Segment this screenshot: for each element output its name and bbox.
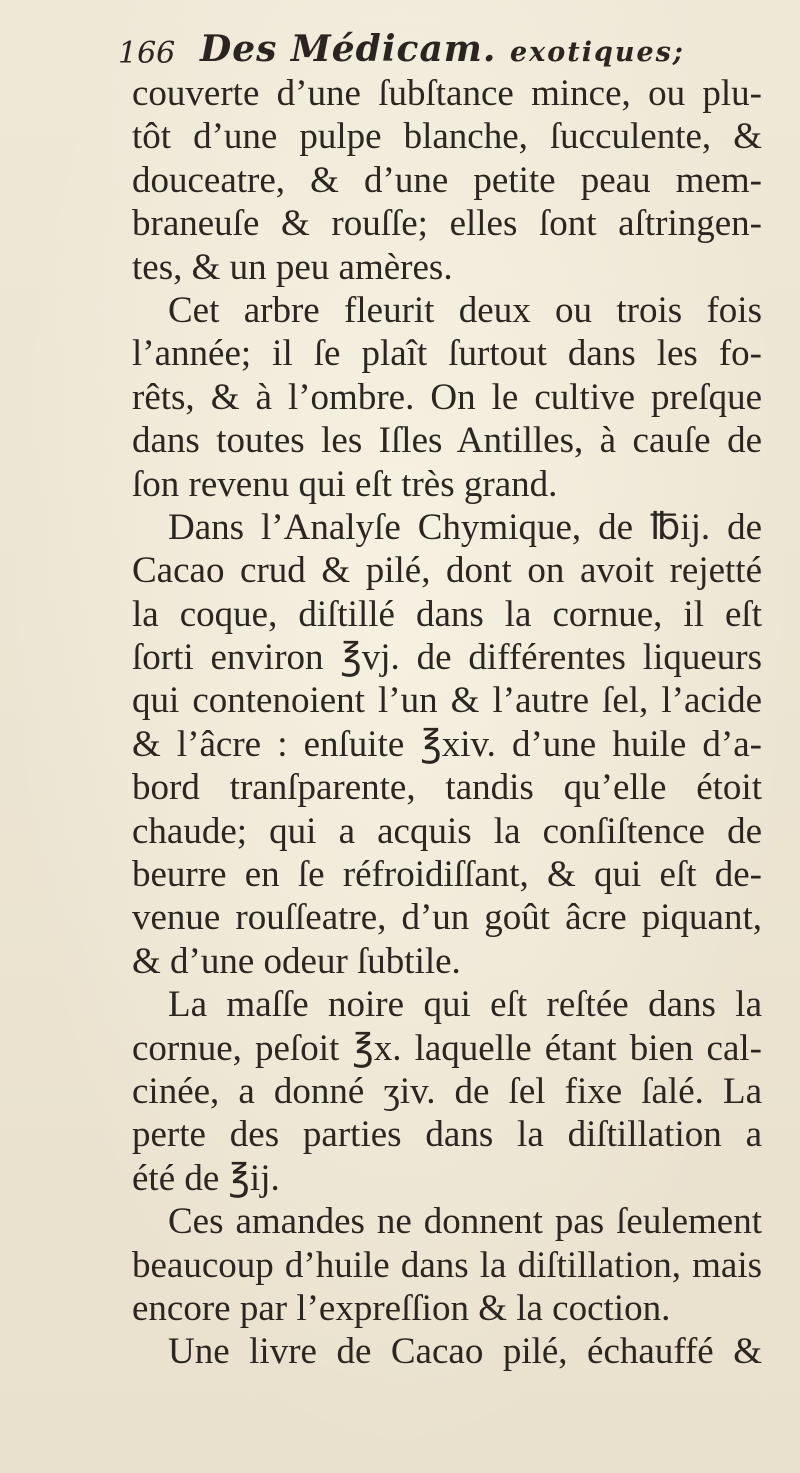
text-line: perte des parties dans la diſtillation a bbox=[132, 1114, 762, 1156]
text-line: été de ℥ij. bbox=[132, 1157, 280, 1199]
text-line: venue rouſſeatre, d’un goût âcre piquant, bbox=[132, 897, 762, 939]
text-line: qui contenoient l’un & l’autre ſel, l’acide bbox=[132, 680, 762, 722]
text-line: tes, & un peu amères. bbox=[132, 246, 453, 288]
running-head-main: Des Médicam. bbox=[200, 28, 497, 70]
text-line: Cet arbre fleurit deux ou trois fois bbox=[168, 289, 762, 331]
text-line: ſorti environ ℥vj. de différentes liqueurs bbox=[132, 637, 762, 679]
running-head bbox=[200, 28, 685, 70]
text-line: Dans l’Analyſe Chymique, de ℔ij. de bbox=[168, 506, 762, 548]
text-line: la coque, diſtillé dans la cornue, il eſt bbox=[132, 593, 762, 635]
text-line: cinée, a donné ʒiv. de ſel fixe ſalé. La bbox=[132, 1070, 762, 1112]
body-text bbox=[132, 72, 762, 1374]
text-line: beurre en ſe réfroidiſſant, & qui eſt de- bbox=[132, 854, 762, 896]
text-line: encore par l’expreſſion & la coction. bbox=[132, 1287, 671, 1329]
text-line: Cacao crud & pilé, dont on avoit rejetté bbox=[132, 550, 762, 592]
text-line: dans toutes les Iſles Antilles, à cauſe de bbox=[132, 420, 762, 462]
text-line: rêts, & à l’ombre. On le cultive preſque bbox=[132, 376, 762, 418]
text-line: ſon revenu qui eſt très grand. bbox=[132, 463, 558, 505]
running-head-small: exotiques; bbox=[509, 37, 685, 68]
text-line: cornue, peſoit ℥x. laquelle étant bien cal- bbox=[132, 1027, 762, 1069]
text-line: La maſſe noire qui eſt reſtée dans la bbox=[168, 984, 762, 1026]
page-number: 166 bbox=[118, 36, 176, 71]
text-line: douceatre, & d’une petite peau mem- bbox=[132, 159, 762, 201]
text-line: chaude; qui a acquis la conſiſtence de bbox=[132, 810, 762, 852]
text-line: & d’une odeur ſubtile. bbox=[132, 940, 461, 982]
text-line: Une livre de Cacao pilé, échauffé & bbox=[168, 1331, 762, 1373]
text-line: & l’âcre : enſuite ℥xiv. d’une huile d’a- bbox=[132, 723, 762, 765]
text-line: braneuſe & rouſſe; elles ſont aſtringen- bbox=[132, 203, 762, 245]
text-line: beaucoup d’huile dans la diſtillation, mais bbox=[132, 1244, 762, 1286]
text-line: bord tranſparente, tandis qu’elle étoit bbox=[132, 767, 762, 809]
text-line: tôt d’une pulpe blanche, ſucculente, & bbox=[132, 116, 762, 158]
text-line: l’année; il ſe plaît ſurtout dans les fo- bbox=[132, 333, 762, 375]
text-line: couverte d’une ſubſtance mince, ou plu- bbox=[132, 73, 762, 114]
text-line: Ces amandes ne donnent pas ſeulement bbox=[168, 1201, 762, 1243]
